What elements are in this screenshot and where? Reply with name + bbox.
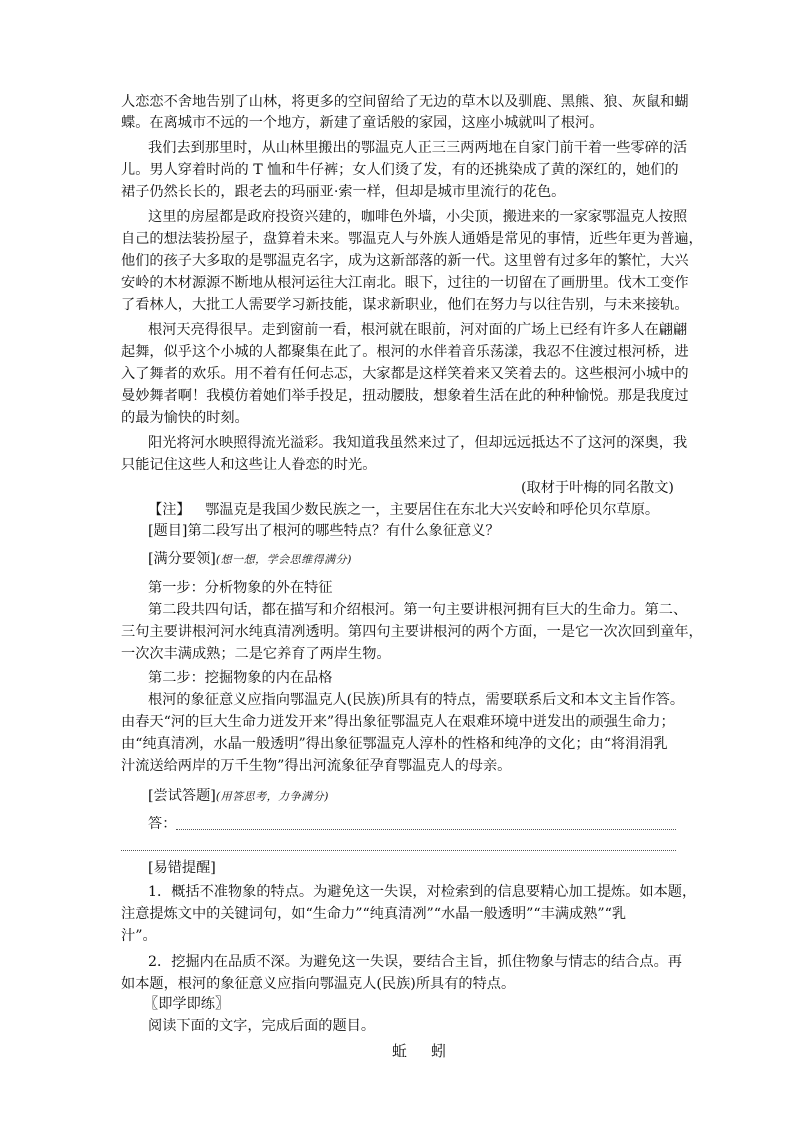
- passage-line: 蝶。在离城市不远的一个地方，新建了童话般的家园，这座小城就叫了根河。: [121, 115, 604, 131]
- passage-line: 人恋恋不舍地告别了山林，将更多的空间留给了无边的草木以及驯鹿、黑熊、狼、灰鼠和蝴: [121, 94, 689, 110]
- passage-line: 了看林人，大批工人需要学习新技能，谋求新职业，他们在努力与以往告别，与未来接轨。: [121, 297, 689, 313]
- full-marks-heading: [148, 549, 352, 570]
- practice-label: 〖即学即练〗: [144, 996, 230, 1012]
- step1-title: 第一步：分析物象的外在特征: [148, 580, 333, 596]
- full-marks-hint: (想一想，学会思维得满分): [215, 553, 352, 566]
- answer-line[interactable]: [121, 850, 676, 851]
- answer-line[interactable]: [176, 829, 676, 830]
- passage-line: 入了舞者的欢乐。用不着有任何忐忑，大家都是这样笑着来又笑着去的。这些根河小城中的: [121, 366, 689, 382]
- note: [148, 500, 659, 520]
- passage-line: 的最为愉快的时刻。: [121, 410, 249, 426]
- step1-line: 第二段共四句话，都在描写和介绍根河。第一句主要讲根河拥有巨大的生命力。第二、: [148, 602, 688, 618]
- pitfall-line: 汁”。: [121, 928, 157, 944]
- attempt-hint: (用答思考，力争满分): [215, 790, 329, 803]
- passage-line: 裙子仍然长长的，跟老去的玛丽亚·索一样，但却是城市里流行的花色。: [121, 184, 566, 200]
- passage-line: 他们的孩子大多取的是鄂温克名字，成为这新部落的新一代。这里曾有过多年的繁忙，大兴: [121, 253, 689, 269]
- passage-line: 阳光将河水映照得流光溢彩。我知道我虽然来过了，但却远远抵达不了这河的深奥，我: [148, 435, 688, 451]
- pitfall-line: 如本题，根河的象征意义应指向鄂温克人(民族)所具有的特点。: [121, 976, 516, 992]
- passage-line: 曼妙舞者啊！我模仿着她们举手投足，扭动腰肢，想象着生活在此的种种愉悦。那是我度过: [121, 388, 689, 404]
- step1-line: 一次次丰满成熟；二是它养育了两岸生物。: [121, 646, 391, 662]
- passage-source: (取材于叶梅的同名散文): [521, 480, 674, 496]
- passage-line: 起舞，似乎这个小城的人都聚集在此了。根河的水伴着音乐荡漾，我忍不住渡过根河桥，进: [121, 344, 689, 360]
- passage-line: 自己的想法装扮屋子，盘算着未来。鄂温克人与外族人通婚是常见的事情，近些年更为普遍，: [121, 231, 703, 247]
- note-label: 【注】: [148, 502, 191, 518]
- pitfall-line: 2．挖掘内在品质不深。为避免这一失误，要结合主旨，抓住物象与情志的结合点。再: [148, 954, 682, 970]
- pitfall-line: 1．概括不准物象的特点。为避免这一失误，对检索到的信息要精心加工提炼。如本题，: [148, 884, 697, 900]
- step2-title: 第二步：挖掘物象的内在品格: [148, 670, 333, 686]
- passage-line: 我们去到那里时，从山林里搬出的鄂温克人正三三两两地在自家门前干着一些零碎的活: [148, 140, 688, 156]
- attempt-label: [尝试答题]: [148, 788, 216, 804]
- passage-line: 安岭的木材源源不断地从根河运往大江南北。眼下，过往的一切留在了画册里。伐木工变作: [121, 275, 689, 291]
- practice-instruction: 阅读下面的文字，完成后面的题目。: [148, 1018, 376, 1034]
- answer-label: 答：: [148, 816, 177, 832]
- step2-line: 由春天“河的巨大生命力迸发开来”得出象征鄂温克人在艰难环境中迸发出的顽强生命力；: [121, 714, 675, 730]
- step2-line: 由“纯真清冽，水晶一般透明”得出象征鄂温克人淳朴的性格和纯净的文化；由“将涓涓乳: [121, 736, 668, 752]
- note-text: 鄂温克是我国少数民族之一，主要居住在东北大兴安岭和呼伦贝尔草原。: [205, 502, 660, 518]
- pitfall-line: 注意提炼文中的关键词句，如“生命力”“纯真清冽”“水晶一般透明”“丰满成熟”“乳: [121, 906, 627, 922]
- pitfalls-label: [易错提醒]: [148, 860, 216, 876]
- passage-line: 只能记住这些人和这些让人眷恋的时光。: [121, 457, 377, 473]
- passage-line: 这里的房屋都是政府投资兴建的，咖啡色外墙，小尖顶，搬进来的一家家鄂温克人按照: [148, 209, 688, 225]
- step1-line: 三句主要讲根河河水纯真清冽透明。第四句主要讲根河的两个方面，一是它一次次回到童年，: [121, 624, 703, 640]
- passage-line: 根河天亮得很早。走到窗前一看，根河就在眼前，河对面的广场上已经有许多人在翩翩: [148, 322, 688, 338]
- passage-line: 儿。男人穿着时尚的 T 恤和牛仔裤；女人们烫了发，有的还挑染成了黄的深红的，她们的: [121, 162, 679, 178]
- question: [题目]第二段写出了根河的哪些特点？有什么象征意义？: [148, 523, 500, 539]
- step2-line: 汁流送给两岸的万千生物”得出河流象征孕育鄂温克人的母亲。: [121, 758, 512, 774]
- practice-title: 蚯蚓: [392, 1042, 471, 1060]
- attempt-heading: [148, 786, 329, 807]
- step2-line: 根河的象征意义应指向鄂温克人(民族)所具有的特点，需要联系后文和本文主旨作答。: [148, 692, 685, 708]
- full-marks-label: [满分要领]: [148, 551, 216, 567]
